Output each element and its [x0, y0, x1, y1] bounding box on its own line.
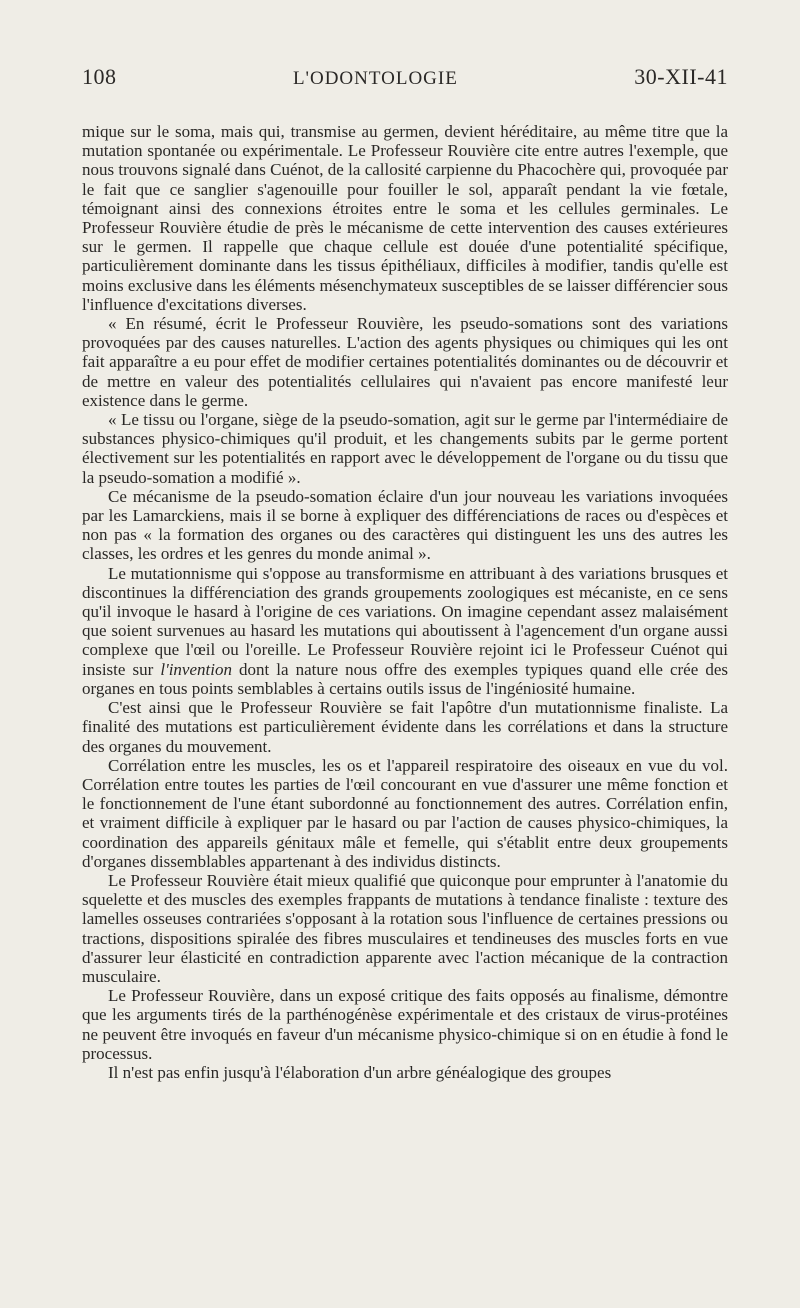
paragraph: Il n'est pas enfin jusqu'à l'élaboration d'un arbre généalogique des groupes: [108, 1062, 612, 1082]
paragraph: C'est ainsi que le Professeur Rouvière se fait l'apôtre d'un mutationnisme finaliste. La finalité des mutations est particulièrement évidente dans les corrélations et dans la structure des organes du mouvement.: [82, 698, 728, 756]
issue-date: 30-XII-41: [634, 64, 728, 89]
journal-title: L'ODONTOLOGIE: [292, 68, 458, 89]
paragraph: Corrélation entre les muscles, les os et l'appareil respiratoire des oiseaux en vue du vol. Corrélation entre toutes les parties de l'œil concourant en vue d'assurer une même fonction et le fonctionnement de l'une étant subordonné au fonctionnement des autres. Corrélation enfin, et vraiment difficile à expliquer par le hasard ou par l'action de causes physico-chimiques, la coordination des appareils génitaux mâle et femelle, qui s'établit entre deux groupements d'organes dissemblables appartenant à des individus distincts.: [82, 755, 728, 871]
page-number: 108: [82, 64, 117, 89]
paragraph-text: Le mutationnisme qui s'oppose au transformisme en attribuant à des variations brusques et discontinues la différenciation des grands groupements zoologiques est mécaniste, en ce sens qu'il invoque le hasard à l'origine de ces variations. On imagine cependant assez malaisément que soient survenues au hasard les mutations qui aboutissent à l'agencement d'un organe aussi complexe que l'œil ou l'oreille. Le Professeur Rouvière rejoint ici le Professeur Cuénot qui insiste sur: [82, 563, 728, 679]
body-text: [82, 122, 728, 1082]
paragraph-text-tail: dont la nature nous offre des exemples typiques quand elle crée des organes en tous points semblables à certains outils issus de l'ingéniosité humaine.: [82, 659, 728, 698]
paragraph-with-emphasis: [82, 564, 728, 698]
emphasis-text: l'invention: [160, 659, 232, 679]
paragraph: Le Professeur Rouvière était mieux qualifié que quiconque pour emprunter à l'anatomie du squelette et des muscles des exemples frappants de mutations à tendance finaliste : texture des lamelles osseuses contrariées s'opposant à la rotation sous l'influence de certaines pressions ou tractions, dispositions spiralée des fibres musculaires et tendineuses des muscles forts en vue d'assurer leur élasticité en contradiction apparente avec l'action mécanique de la contraction musculaire.: [82, 870, 728, 986]
paragraph: « En résumé, écrit le Professeur Rouvière, les pseudo-somations sont des variations provoquées par des causes naturelles. L'action des agents physiques ou chimiques qui les ont fait apparaître a eu pour effet de modifier certaines potentialités dominantes ou de découvrir et de mettre en valeur des potentialités cellulaires qui n'avaient pas encore manifesté leur existence dans le germe.: [82, 314, 728, 410]
paragraph: « Le tissu ou l'organe, siège de la pseudo-somation, agit sur le germe par l'intermédiaire de substances physico-chimiques qu'il produit, et les changements subits par le germe portent électivement sur les potentialités en rapport avec le développement de l'organe ou du tissu que la pseudo-somation a modifié ».: [82, 410, 728, 487]
running-head: [82, 64, 728, 90]
paragraph: Ce mécanisme de la pseudo-somation éclaire d'un jour nouveau les variations invoquées par les Lamarckiens, mais il se borne à expliquer des différenciations de races ou d'espèces et non pas « la formation des organes ou des caractères qui distinguent les uns des autres les classes, les ordres et les genres du monde animal ».: [82, 486, 728, 564]
paragraph: Le Professeur Rouvière, dans un exposé critique des faits opposés au finalisme, démontre que les arguments tirés de la parthénogénèse expérimentale et des cristaux de virus-protéines ne peuvent être invoqués en faveur d'un mécanisme physico-chimique si on en étudie à fond le processus.: [82, 986, 728, 1063]
paragraph: mique sur le soma, mais qui, transmise au germen, devient héréditaire, au même titre que la mutation spontanée ou expérimentale. Le Professeur Rouvière cite entre autres l'exemple, que nous trouvons signalé dans Cuénot, de la callosité carpienne du Phacochère qui, provoquée par le fait que ce sanglier s'agenouille pour fouiller le sol, apparaît pendant la vie fœtale, témoignant ainsi des connexions étroites entre le soma et les cellules germinales. Le Professeur Rouvière étudie de près le mécanisme de cette intervention des causes extérieures sur le germen. Il rappelle que chaque cellule est douée d'une potentialité spécifique, particulièrement dominante dans les tissus épithéliaux, difficiles à modifier, tandis qu'elle est moins exclusive dans les éléments mésenchymateux susceptibles de se laisser différencier sous l'influence d'excitations diverses.: [82, 122, 728, 314]
